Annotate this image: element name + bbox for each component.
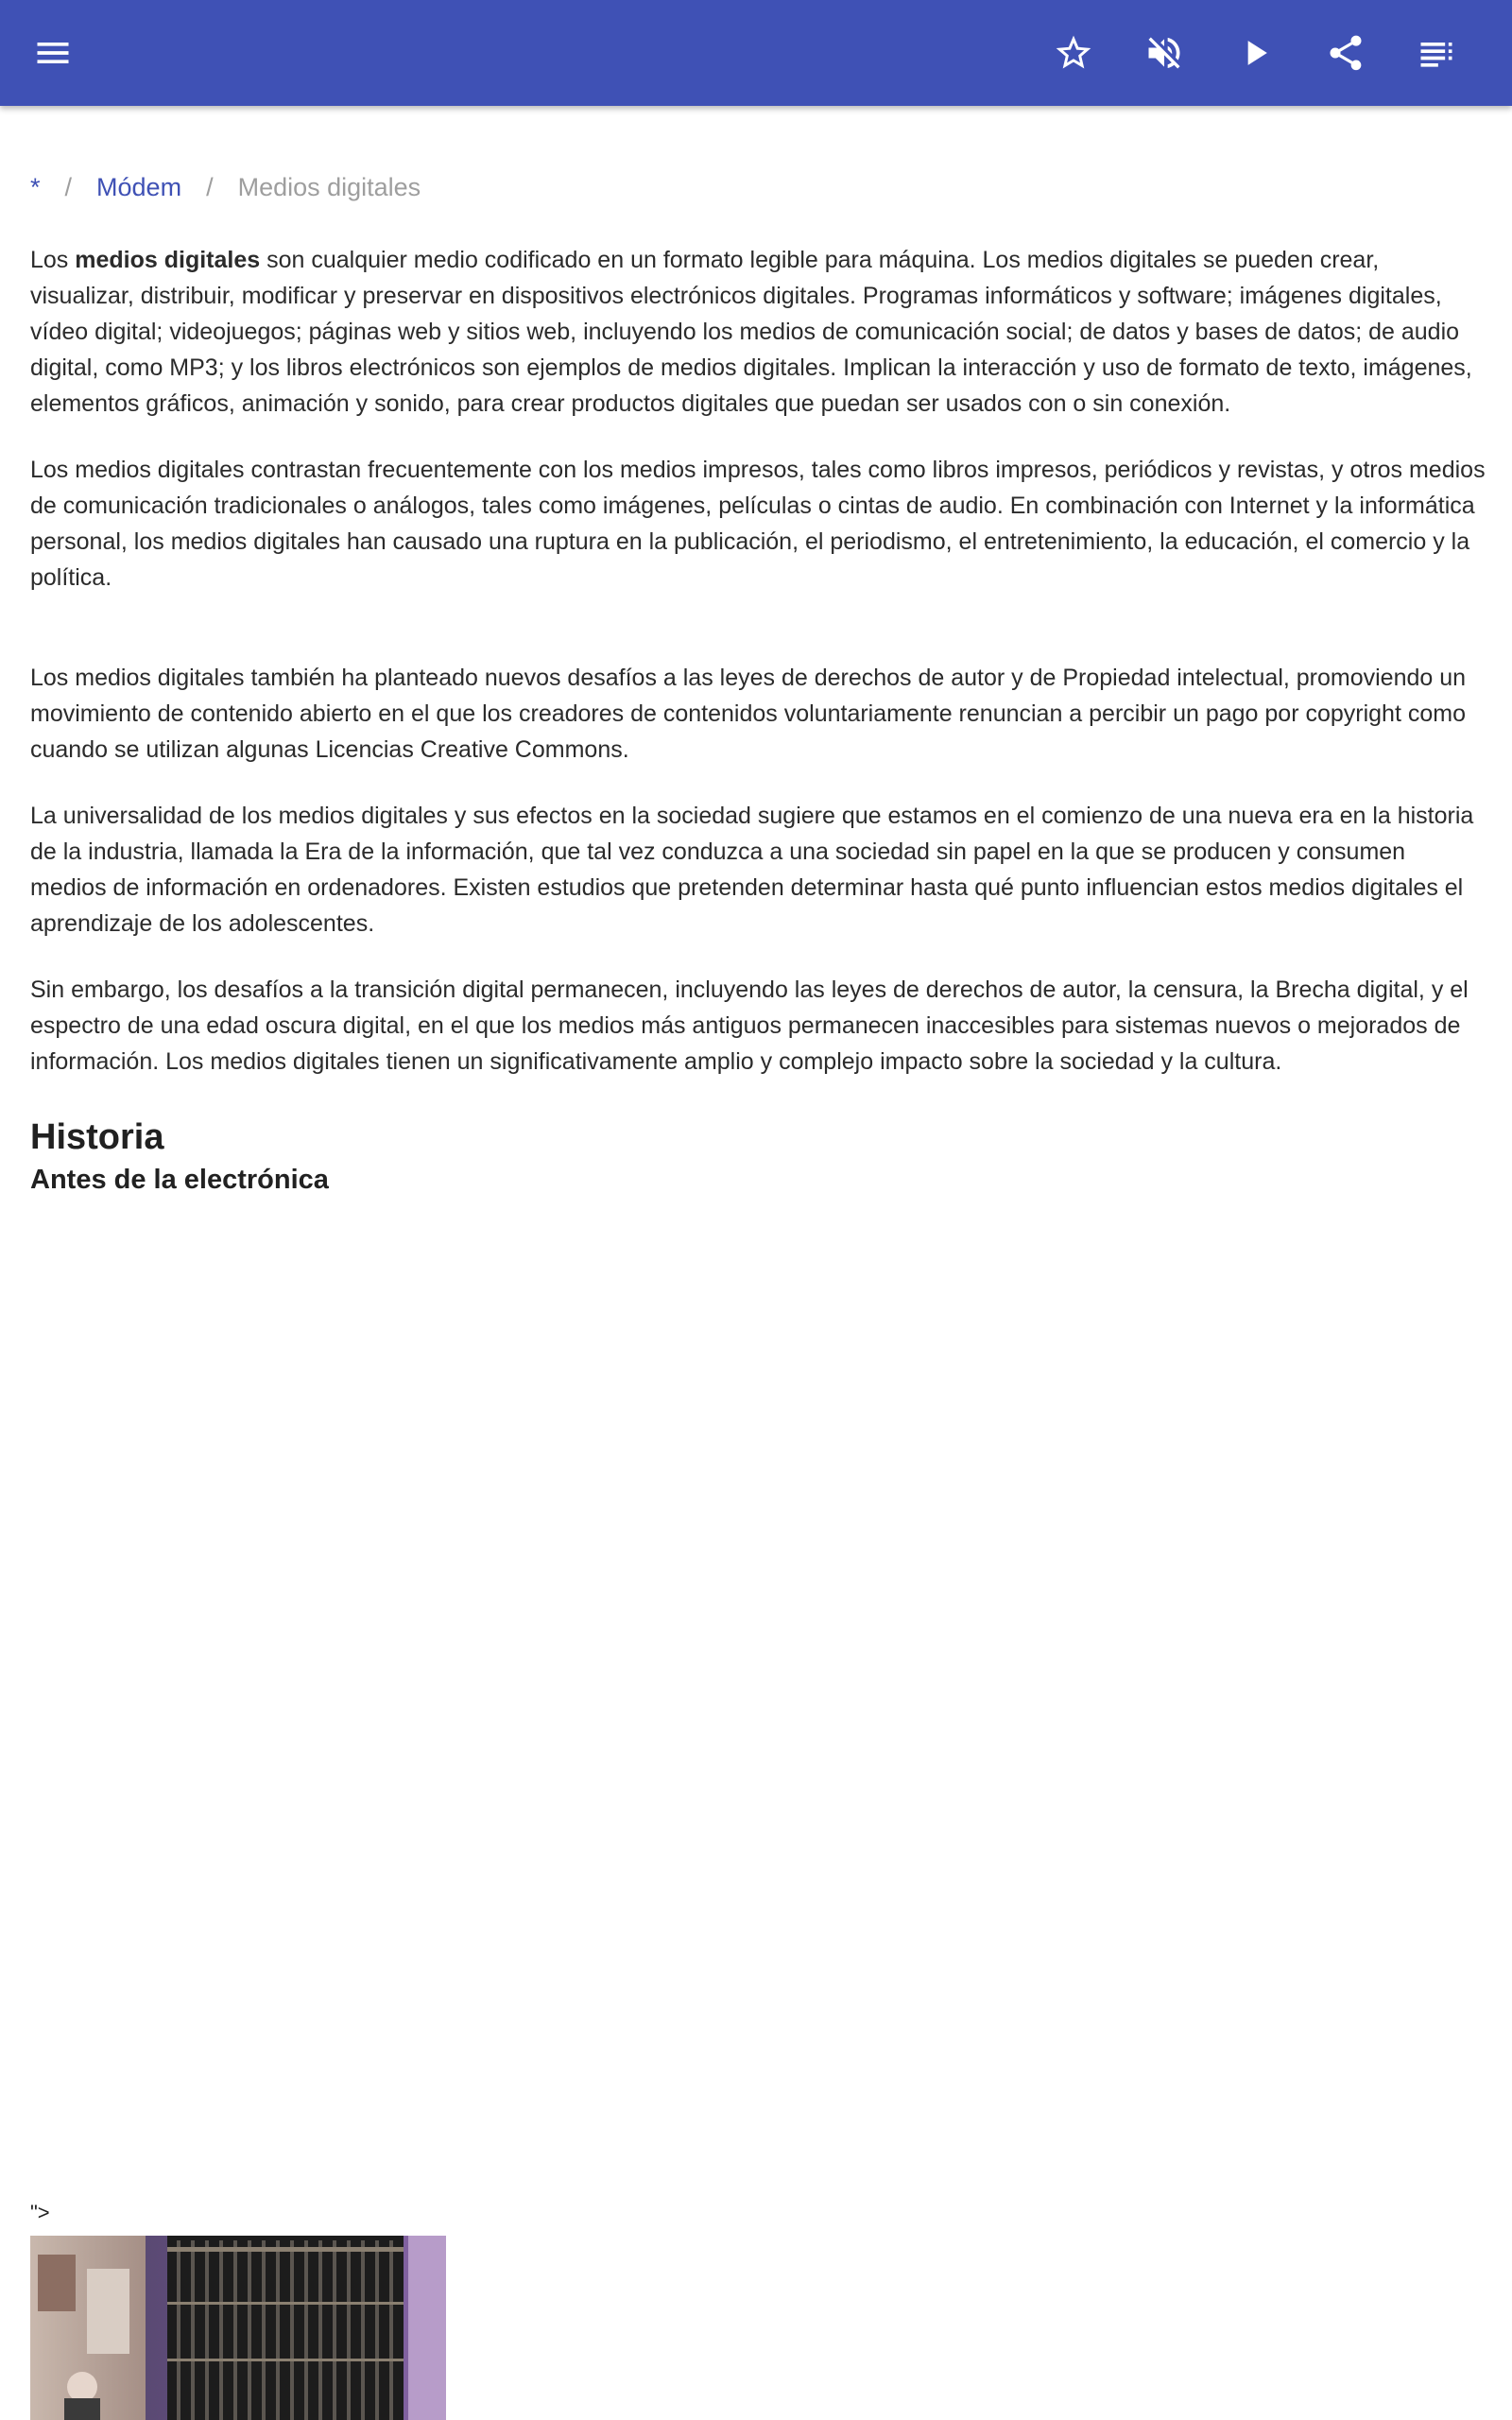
share-button[interactable]	[1315, 23, 1376, 83]
paragraph-bold-term: medios digitales	[75, 247, 261, 273]
subsection-heading: Antes de la electrónica	[30, 1165, 329, 1195]
article-paragraph: La universalidad de los medios digitales y sus efectos en la sociedad sugiere que estamos en el comienzo de una nueva era en la historia de la industria, llamada la Era de la información, que tal vez conduzca a una sociedad sin papel en la que se producen y consumen medios de información en ordenadores. Existen estudios que pretenden determinar hasta qué punto influencian estos medios digitales el aprendizaje de los adolescentes.	[30, 803, 1474, 937]
contents-button[interactable]	[1406, 23, 1467, 83]
paragraph-lead: Los	[30, 247, 76, 273]
paragraph-rest: son cualquier medio codificado en un formato legible para máquina. Los medios digitales se pueden crear, visualizar, distribuir, modificar y preservar en dispositivos electrónicos digitales. Programas informáticos y software; imágenes digitales, vídeo digital; videojuegos; páginas web y sitios web, incluyendo los medios de comunicación social; de datos y bases de datos; de audio digital, como MP3; y los libros electrónicos son ejemplos de medios digitales. Implican la interacción y uso de formato de texto, imágenes, elementos gráficos, animación y sonido, para crear productos digitales que puedan ser usados con o sin conexión.	[30, 247, 1472, 417]
article-paragraph: Sin embargo, los desafíos a la transición digital permanecen, incluyendo las leyes de derechos de autor, la censura, la Brecha digital, y el espectro de una edad oscura digital, en el que los medios más antiguos permanecen inaccesibles para sistemas nuevos o mejorados de información. Los medios digitales tienen un significativamente amplio y complejo impacto sobre la sociedad y la cultura.	[30, 977, 1469, 1075]
playlist-icon	[1416, 32, 1457, 74]
share-icon	[1325, 32, 1366, 74]
breadcrumb-parent-link[interactable]: Módem	[96, 172, 182, 201]
section-heading: Historia	[30, 1117, 164, 1157]
article-paragraph: Los medios digitales contrastan frecuentemente con los medios impresos, tales como libros impresos, periódicos y revistas, y otros medios de comunicación tradicionales o análogos, tales como imágenes, películas o cintas de audio. En combinación con Internet y la informática personal, los medios digitales han causado una ruptura en la publicación, el periodismo, el entretenimiento, la educación, el comercio y la política.	[30, 457, 1486, 591]
article-paragraph: Los medios digitales también ha planteado nuevos desafíos a las leyes de derechos de autor y de Propiedad intelectual, promoviendo un movimiento de contenido abierto en el que los creadores de contenidos voluntariamente renuncian a percibir un pago por copyright como cuando se utilizan algunas Licencias Creative Commons.	[30, 665, 1467, 763]
breadcrumb-home-link[interactable]: *	[30, 172, 41, 201]
difference-engine-photo	[30, 2236, 446, 2420]
volume-off-icon	[1143, 32, 1185, 74]
article-paragraph	[30, 242, 1486, 422]
article-image[interactable]	[30, 2236, 446, 2420]
stray-markup-text: ">	[30, 2201, 50, 2224]
article-content	[30, 242, 1486, 1199]
favorite-button[interactable]	[1043, 23, 1104, 83]
app-bar	[0, 0, 1512, 106]
breadcrumb-current: Medios digitales	[237, 172, 421, 201]
mute-button[interactable]	[1134, 23, 1194, 83]
breadcrumb-separator: /	[64, 172, 73, 201]
breadcrumb	[30, 166, 421, 208]
star-outline-icon	[1053, 32, 1094, 74]
breadcrumb-separator: /	[206, 172, 214, 201]
play-button[interactable]	[1225, 23, 1285, 83]
menu-button[interactable]	[23, 23, 83, 83]
play-icon	[1234, 32, 1276, 74]
menu-icon	[32, 32, 74, 74]
